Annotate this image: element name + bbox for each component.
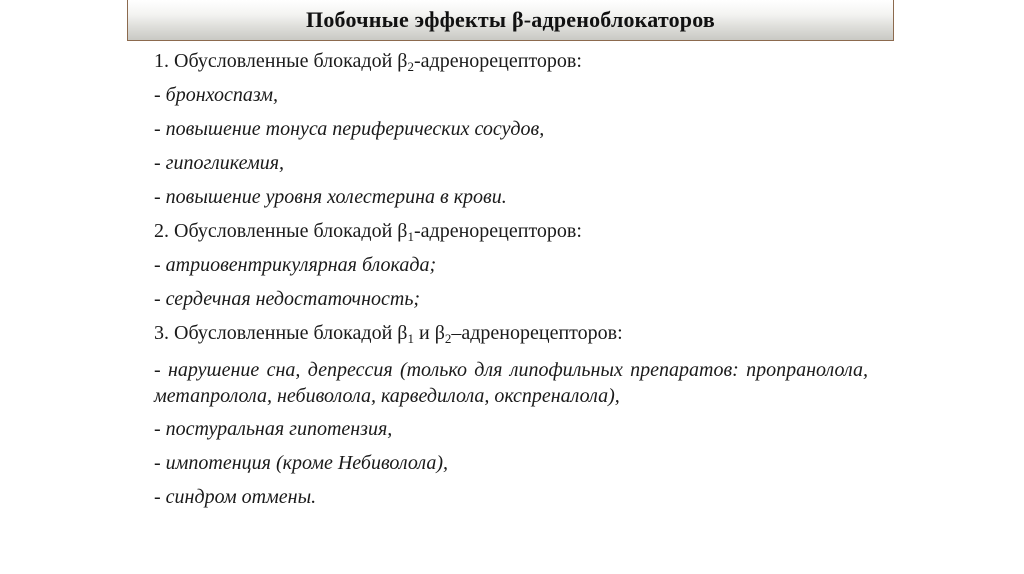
section-3-heading <box>154 322 868 356</box>
section-number: 3. <box>154 322 169 344</box>
list-item: - сердечная недостаточность; <box>154 288 421 310</box>
section-2-heading <box>154 220 868 254</box>
heading-text: –адренорецепторов: <box>451 322 623 344</box>
heading-text: Обусловленные блокадой β <box>169 322 408 344</box>
heading-text: -адренорецепторов: <box>413 50 582 72</box>
section-number: 1. <box>154 50 169 72</box>
section-1-heading <box>154 50 868 84</box>
heading-text: и β <box>413 322 445 344</box>
list-item: - импотенция (кроме Небиволола), <box>154 452 448 474</box>
heading-text: -адренорецепторов: <box>413 220 582 242</box>
list-item: - постуральная гипотензия, <box>154 418 393 440</box>
heading-text: Обусловленные блокадой β <box>169 220 408 242</box>
content-body <box>154 50 868 520</box>
subscript: 2 <box>444 331 452 346</box>
section-number: 2. <box>154 220 169 242</box>
list-item: - атриовентрикулярная блокада; <box>154 254 437 276</box>
subscript: 2 <box>407 59 414 74</box>
heading-text: Обусловленные блокадой β <box>169 50 408 72</box>
list-item: - бронхоспазм, <box>154 84 278 106</box>
subscript: 1 <box>407 331 414 346</box>
list-item: - гипогликемия, <box>154 152 285 174</box>
title-box <box>127 0 894 41</box>
list-item: - повышение уровня холестерина в крови. <box>154 186 507 208</box>
page-title: Побочные эффекты β-адреноблокаторов <box>306 7 715 32</box>
list-item: - повышение тонуса периферических сосудов, <box>154 118 545 140</box>
list-paragraph: - нарушение сна, депрессия (только для липофильных препаратов: пропранолола, метапролола, небиволола, карведилола, окспреналола), <box>154 359 868 407</box>
subscript: 1 <box>407 229 414 244</box>
list-item: - синдром отмены. <box>154 486 317 508</box>
